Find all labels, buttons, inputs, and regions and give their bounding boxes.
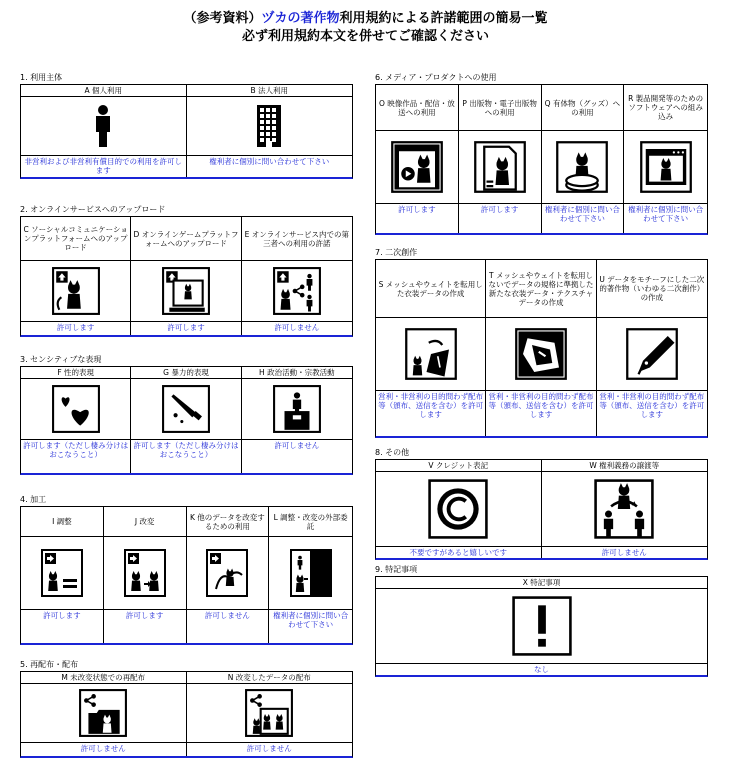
permission-grid [20,506,353,645]
permission-item [459,85,542,233]
pen-nib-icon [597,318,707,390]
permission-label: K 他のデータを改変するための利用 [187,507,269,537]
title-suffix: 利用規約による許諾範囲の簡易一覧 [339,11,548,26]
permission-label: L 調整・改変の外部委託 [269,507,352,537]
permission-status: 許可します [376,203,458,233]
permission-label: R 製品開発等のためのソフトウェアへの組み込み [624,85,707,131]
permission-label: M 未改変状態での再配布 [21,672,186,684]
permission-status: 許可します [459,203,541,233]
permission-label: Q 有体物（グッズ）への利用 [542,85,624,131]
title-prefix: （参考資料） [183,11,262,26]
section-7 [375,248,708,438]
permission-grid [20,671,353,758]
person-icon [21,97,186,155]
section-title: 3. センシティブな表現 [20,355,102,364]
permission-status: 権利者に個別に問い合わせて下さい [187,155,353,177]
permission-status: 営利・非営利の目的問わず配布等（頒布、送信を含む）を許可します [376,390,485,436]
permission-item [21,367,131,473]
section-title: 5. 再配布・配布 [20,660,79,669]
costume-icon [376,318,485,390]
permission-label: A 個人利用 [21,85,186,97]
permission-item [269,507,352,643]
permission-status: 許可します（ただし棲み分けはおこなうこと） [131,439,240,473]
permission-label: O 映像作品・配信・放送への利用 [376,85,458,131]
permission-label: U データをモチーフにした二次的著作物（いわゆる二次創作）の作成 [597,260,707,318]
use-for-other-data-icon [187,537,269,609]
permission-label: N 改変したデータの配布 [187,672,353,684]
permission-status: 営利・非営利の目的問わず配布等（頒布、送信を含む）を許可します [486,390,595,436]
title-line-2: 必ず利用規約本文を併せてご確認ください [241,29,489,44]
title-brand: ヅカの著作物 [261,11,340,26]
permission-label: D オンラインゲームプラットフォームへのアップロード [131,217,240,261]
permission-label: E オンラインサービス内での第三者への利用の許諾 [242,217,352,261]
permission-label: F 性的表現 [21,367,130,379]
transfer-icon [542,472,708,546]
section-6 [375,73,708,235]
permission-status: 許可しません [542,546,708,558]
permission-grid [20,216,353,337]
permission-label: C ソーシャルコミュニケーションプラットフォームへのアップロード [21,217,130,261]
page-title [0,10,731,46]
permission-status: 許可しません [21,742,186,756]
permission-item [542,460,708,558]
permission-item [376,460,542,558]
distribute-modified-icon [187,684,353,742]
permission-grid [375,84,708,235]
permission-item [131,217,241,335]
section-title: 7. 二次創作 [375,248,418,257]
permission-status: 権利者に個別に問い合わせて下さい [542,203,624,233]
permission-status: 許可しません [242,321,352,335]
section-title: 4. 加工 [20,495,47,504]
hearts-icon [21,379,130,439]
section-title: 9. 特記事項 [375,565,418,574]
adjust-icon [21,537,103,609]
section-1 [20,73,353,179]
permission-item [242,367,352,473]
permission-status: なし [376,663,707,675]
permission-item [21,85,187,177]
permission-label: T メッシュやウェイトを転用しないでデータの規格に準拠した新たな衣装データ・テクスチャデータの作成 [486,260,595,318]
section-3 [20,355,353,475]
section-5 [20,660,353,758]
permission-item [187,85,353,177]
permission-status: 許可します [104,609,186,643]
exclamation-icon [376,589,707,663]
permission-label: X 特記事項 [376,577,707,589]
permission-status: 許可しません [187,742,353,756]
permission-grid [375,259,708,438]
permission-item [376,85,459,233]
copyright-icon [376,472,541,546]
permission-status: 営利・非営利の目的問わず配布等（頒布、送信を含む）を許可します [597,390,707,436]
permission-status: 許可します [21,609,103,643]
permission-label: G 暴力的表現 [131,367,240,379]
permission-label: W 権利義務の譲渡等 [542,460,708,472]
permission-item [542,85,625,233]
permission-label: H 政治活動・宗教活動 [242,367,352,379]
permission-status: 許可します（ただし棲み分けはおこなうこと） [21,439,130,473]
speaker-podium-icon [242,379,352,439]
permission-item [624,85,707,233]
permission-item [242,217,352,335]
permission-label: S メッシュやウェイトを転用した衣装データの作成 [376,260,485,318]
permission-item [187,672,353,756]
permission-grid [20,366,353,475]
redistribute-icon [21,684,186,742]
permission-item [187,507,270,643]
section-title: 6. メディア・プロダクトへの使用 [375,73,497,82]
permission-label: V クレジット表記 [376,460,541,472]
permission-label: B 法人利用 [187,85,353,97]
permission-grid [375,459,708,560]
upload-to-sns-icon [21,261,130,321]
goods-icon [542,131,624,203]
permission-item [104,507,187,643]
share-to-third-party-icon [242,261,352,321]
software-icon [624,131,707,203]
permission-item [131,367,241,473]
knife-icon [131,379,240,439]
publication-icon [459,131,541,203]
permission-item [376,577,707,675]
building-icon [187,97,353,155]
permission-status: 許可しません [187,609,269,643]
permission-status: 非営利および非営利有償目的での利用を許可します [21,155,186,177]
video-icon [376,131,458,203]
permission-label: I 調整 [21,507,103,537]
permission-grid [20,84,353,179]
section-2 [20,205,353,337]
permission-status: 許可します [21,321,130,335]
section-9 [375,565,708,677]
section-4 [20,495,353,645]
section-title: 1. 利用主体 [20,73,63,82]
permission-item [486,260,596,436]
title-line-1 [0,10,731,28]
permission-label: J 改変 [104,507,186,537]
permission-status: 権利者に個別に問い合わせて下さい [624,203,707,233]
permission-item [597,260,707,436]
modify-icon [104,537,186,609]
permission-item [21,672,187,756]
permission-label: P 出版物・電子出版物への利用 [459,85,541,131]
permission-status: 許可しません [242,439,352,473]
section-8 [375,448,708,560]
permission-item [21,507,104,643]
permission-status: 不要ですがあると嬉しいです [376,546,541,558]
new-costume-icon [486,318,595,390]
upload-to-game-icon [131,261,240,321]
permission-item [376,260,486,436]
section-title: 2. オンラインサービスへのアップロード [20,205,166,214]
permission-item [21,217,131,335]
section-title: 8. その他 [375,448,410,457]
permission-grid [375,576,708,677]
outsource-icon [269,537,352,609]
permission-status: 権利者に個別に問い合わせて下さい [269,609,352,643]
permission-status: 許可します [131,321,240,335]
